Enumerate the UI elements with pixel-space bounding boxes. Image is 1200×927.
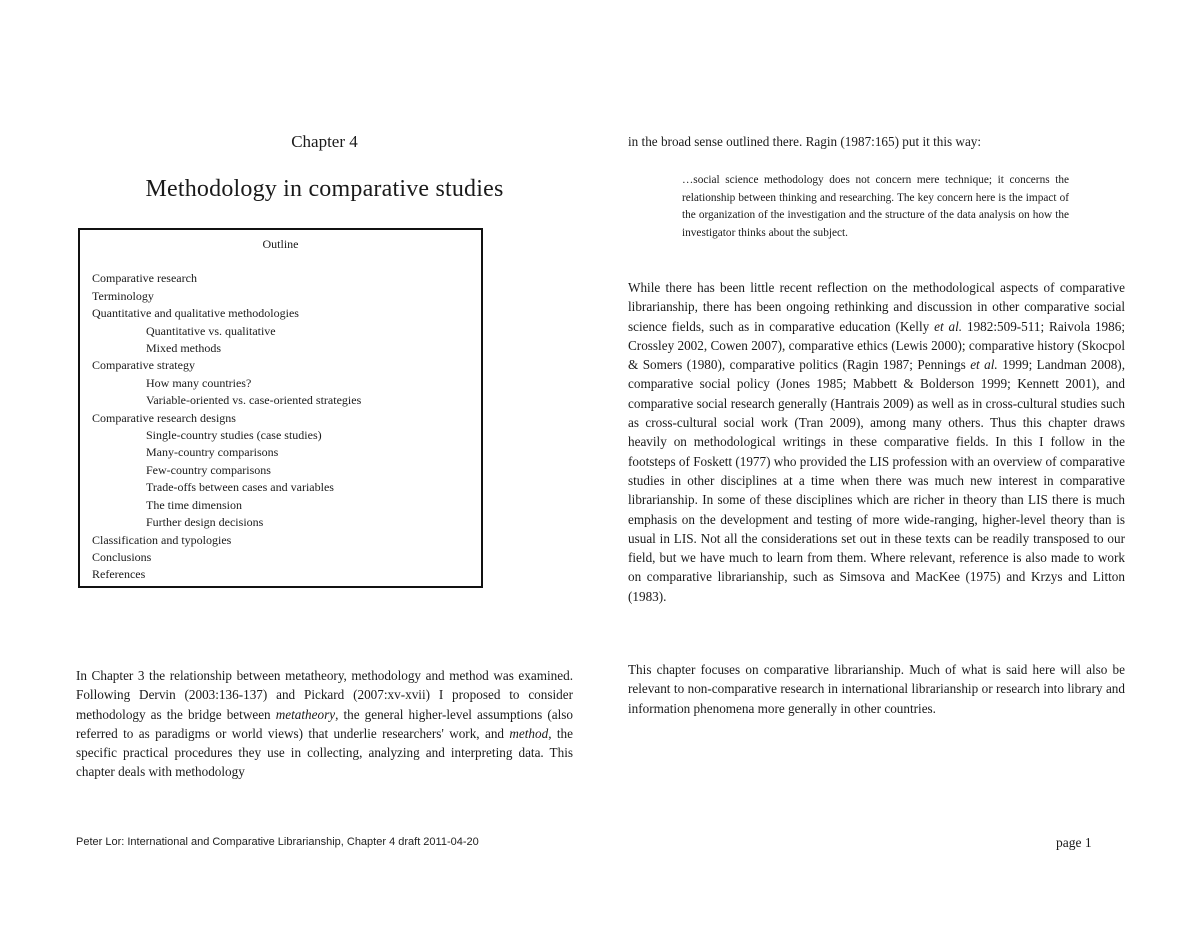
block-quote: …social science methodology does not concern mere technique; it concerns the relationship between thinking and researching. The key concern here is the impact of the organization of the investigation and the structure of the data analysis on how the investigator thinks about the subject. <box>682 174 1069 239</box>
outline-item: Terminology <box>92 288 154 303</box>
footer-page-number: page 1 <box>1056 835 1092 850</box>
outline-subitem: Single-country studies (case studies) <box>146 428 322 443</box>
chapter-title: Methodology in comparative studies <box>145 176 504 202</box>
body-paragraph-3: This chapter focuses on comparative librarianship. Much of what is said here will also be relevant to non-comparative research in international librarianship or research into library and information phenomena more generally in other countries. <box>628 662 1125 716</box>
intro-em-metatheory: metatheory <box>275 706 336 722</box>
continuation-line: in the broad sense outlined there. Ragin (1987:165) put it this way: <box>628 134 982 149</box>
outline-item: Quantitative and qualitative methodologies <box>92 306 299 321</box>
outline-subitem: Many-country comparisons <box>146 445 279 460</box>
outline-item: Comparative strategy <box>92 358 195 373</box>
outline-heading: Outline <box>262 237 299 251</box>
outline-subitem: How many countries? <box>146 375 252 390</box>
p2-em-a: et al. <box>934 318 963 334</box>
p2-text-a: While there has been little recent reflection on the methodological aspects of comparative librarianship, there has been ongoing rethinking and discussion in other comparative social science fields, such as in comparative education (Kelly <box>628 280 1125 334</box>
p2-text-b: 1982:509-511; Raivola 1986; Crossley 2002, Cowen 2007), comparative ethics (Lewis 2000); comparative history (Skocpol & Somers (1980), comparative politics (Ragin 1987; Pennings <box>628 318 1125 373</box>
outline-item: Comparative research designs <box>92 410 236 425</box>
outline-subitem: Few-country comparisons <box>146 462 271 477</box>
p2-text-c: 1999; Landman 2008), comparative social policy (Jones 1985; Mabbett & Bolderson 1999; Kennett 2001), and comparative social research generally (Hantrais 2009) as well as in cross-cultural studies such as cross-cultural social work (Tran 2009), among many others. Thus this chapter draws heavily on methodological writings in these comparative fields. In this I follow in the footsteps of Foskett (1977) who provided the LIS profession with an overview of comparative studies in other disciplines at a time when there was much new interest in comparative librarianship. In some of these disciplines which are richer in theory than LIS there is much emphasis on the development and testing of more wide-ranging, higher-level theory than is usual in LIS. Not all the considerations set out in these texts can be readily transposed to our field, but we have much to learn from them. Where relevant, reference is also made to work on comparative librarianship, such as Simsova and MacKee (1975) and Krzys and Litton (1983). <box>628 357 1125 604</box>
footer-running-title: Peter Lor: International and Comparative Librarianship, Chapter 4 draft 2011-04-20 <box>76 836 479 848</box>
outline-list <box>92 270 469 583</box>
outline-subitem: The time dimension <box>146 497 242 512</box>
outline-subitem: Trade-offs between cases and variables <box>146 480 334 495</box>
intro-text-3: , the specific practical procedures they use in collecting, analyzing and interpreting data. This chapter deals with methodology <box>76 725 573 780</box>
body-paragraph-2 <box>628 278 1125 606</box>
outline-box <box>78 228 483 588</box>
p2-em-b: et al. <box>970 357 998 373</box>
outline-subitem: Further design decisions <box>146 515 264 530</box>
intro-paragraph <box>76 666 573 782</box>
intro-text-2: , the general higher-level assumptions (also referred to as paradigms or world views) that underlie researchers' work, and <box>76 706 573 741</box>
intro-text-1: In Chapter 3 the relationship between metatheory, methodology and method was examined. Following Dervin (2003:136-137) and Pickard (2007:xv-xvii) I proposed to consider methodology as the bridge between <box>76 668 573 722</box>
intro-em-method: method <box>509 725 549 741</box>
chapter-label: Chapter 4 <box>291 132 358 151</box>
outline-subitem: Variable-oriented vs. case-oriented strategies <box>146 393 362 408</box>
outline-item: Comparative research <box>92 271 197 286</box>
outline-subitem: Quantitative vs. qualitative <box>146 323 276 338</box>
outline-item: Conclusions <box>92 549 152 564</box>
outline-item: Classification and typologies <box>92 532 232 547</box>
outline-item: References <box>92 567 146 582</box>
outline-subitem: Mixed methods <box>146 341 221 356</box>
